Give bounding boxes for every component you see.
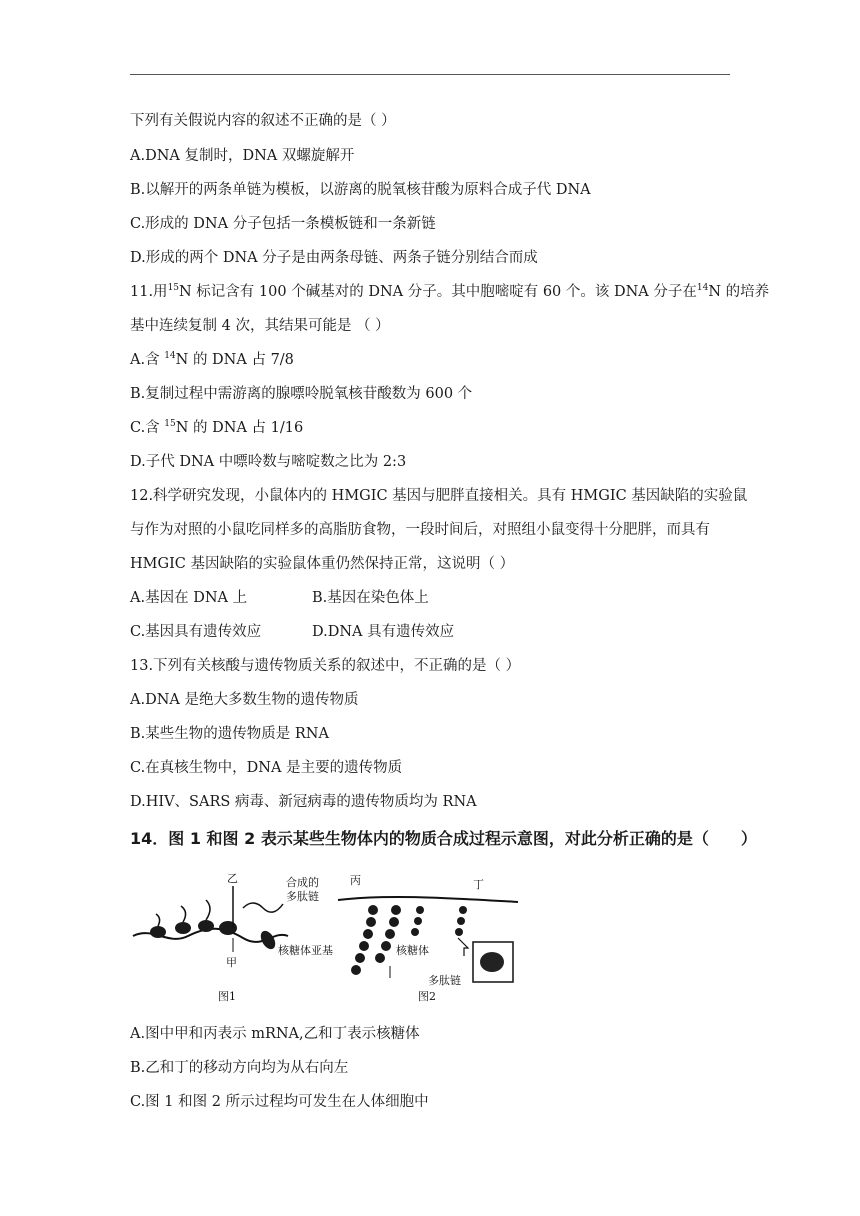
figure-svg — [128, 866, 528, 1006]
q10-option-c: C.形成的 DNA 分子包括一条模板链和一条新链 — [130, 216, 436, 232]
q11-stem-part: N 标记含有 100 个碱基对的 DNA 分子。其中胞嘧啶有 60 个。该 DNA 分子在 — [179, 284, 697, 300]
header-rule — [130, 74, 730, 75]
q11-stem-line1 — [130, 282, 769, 302]
label-bing: 丙 — [350, 874, 361, 887]
q10-option-b: B.以解开的两条单链为模板，以游离的脱氧核苷酸为原料合成子代 DNA — [130, 182, 591, 198]
option-text: N 的 DNA 占 1/16 — [175, 420, 304, 436]
q11-stem-part: 11.用 — [130, 284, 168, 300]
q14-option-c: C.图 1 和图 2 所示过程均可发生在人体细胞中 — [130, 1094, 429, 1110]
q14-stem: 14．图 1 和图 2 表示某些生物体内的物质合成过程示意图，对此分析正确的是（ ） — [130, 829, 757, 848]
q12-stem-line2: 与作为对照的小鼠吃同样多的高脂肪食物，一段时间后，对照组小鼠变得十分肥胖，而具有 — [130, 522, 710, 538]
q12-option-d: D.DNA 具有遗传效应 — [312, 624, 455, 640]
isotope-14: 14 — [164, 351, 176, 361]
ribosome — [150, 926, 166, 938]
label-polypeptide: 多肽链 — [428, 974, 461, 987]
polysome-chains-fig2 — [351, 905, 467, 975]
q12-option-b: B.基因在染色体上 — [312, 590, 429, 606]
label-peptide-1: 合成的 — [286, 876, 319, 889]
ribosome — [175, 922, 191, 934]
ribosome-group-fig1 — [150, 900, 237, 938]
isotope-14: 14 — [696, 283, 709, 293]
label-ribosome: 核糖体 — [396, 944, 429, 957]
q11-option-d: D.子代 DNA 中嘌呤数与嘧啶数之比为 2:3 — [130, 454, 407, 470]
translation-figure — [128, 866, 528, 1006]
ribosome — [198, 920, 214, 932]
q13-option-d: D.HIV、SARS 病毒、新冠病毒的遗传物质均为 RNA — [130, 794, 477, 810]
option-text: C.含 — [130, 420, 165, 436]
dna-strand-fig2 — [338, 897, 518, 902]
q10-option-d: D.形成的两个 DNA 分子是由两条母链、两条子链分别结合而成 — [130, 250, 538, 266]
q10-stem: 下列有关假说内容的叙述不正确的是（ ） — [130, 113, 396, 129]
option-text: A.含 — [130, 352, 165, 368]
label-jia: 甲 — [226, 956, 237, 969]
q14-option-b: B.乙和丁的移动方向均为从右向左 — [130, 1060, 349, 1076]
label-subunit: 核糖体亚基 — [278, 944, 333, 957]
q11-stem-part: N 的培养 — [708, 284, 770, 300]
q13-option-c: C.在真核生物中，DNA 是主要的遗传物质 — [130, 760, 403, 776]
peptide-chain — [243, 903, 283, 912]
q11-option-a — [130, 350, 294, 370]
q11-option-c — [130, 418, 303, 438]
label-peptide-2: 多肽链 — [286, 890, 319, 903]
q13-option-a: A.DNA 是绝大多数生物的遗传物质 — [130, 692, 359, 708]
isotope-15: 15 — [167, 283, 180, 293]
q12-option-c: C.基因具有遗传效应 — [130, 624, 262, 640]
caption-fig1: 图1 — [218, 990, 236, 1003]
caption-fig2: 图2 — [418, 990, 436, 1003]
q11-option-b: B.复制过程中需游离的腺嘌呤脱氧核苷酸数为 600 个 — [130, 386, 473, 402]
label-ding: 丁 — [473, 878, 484, 891]
q12-option-a: A.基因在 DNA 上 — [130, 590, 248, 606]
q12-stem-line3: HMGIC 基因缺陷的实验鼠体重仍然保持正常，这说明（ ） — [130, 556, 515, 572]
ribosome-subunit — [258, 928, 278, 951]
q13-stem: 13.下列有关核酸与遗传物质关系的叙述中，不正确的是（ ） — [130, 658, 521, 674]
q12-stem-line1: 12.科学研究发现，小鼠体内的 HMGIC 基因与肥胖直接相关。具有 HMGIC 基因缺陷的实验鼠 — [130, 488, 748, 504]
q10-option-a: A.DNA 复制时，DNA 双螺旋解开 — [130, 148, 355, 164]
label-yi: 乙 — [227, 872, 238, 885]
isotope-15: 15 — [164, 419, 176, 429]
ribosome-zoom — [480, 952, 504, 972]
arrow — [458, 938, 468, 956]
option-text: N 的 DNA 占 7/8 — [175, 352, 294, 368]
q11-stem-line2: 基中连续复制 4 次，其结果可能是 （ ） — [130, 318, 390, 334]
q14-option-a: A.图中甲和丙表示 mRNA,乙和丁表示核糖体 — [130, 1026, 420, 1042]
ribosome — [219, 921, 237, 935]
q13-option-b: B.某些生物的遗传物质是 RNA — [130, 726, 329, 742]
